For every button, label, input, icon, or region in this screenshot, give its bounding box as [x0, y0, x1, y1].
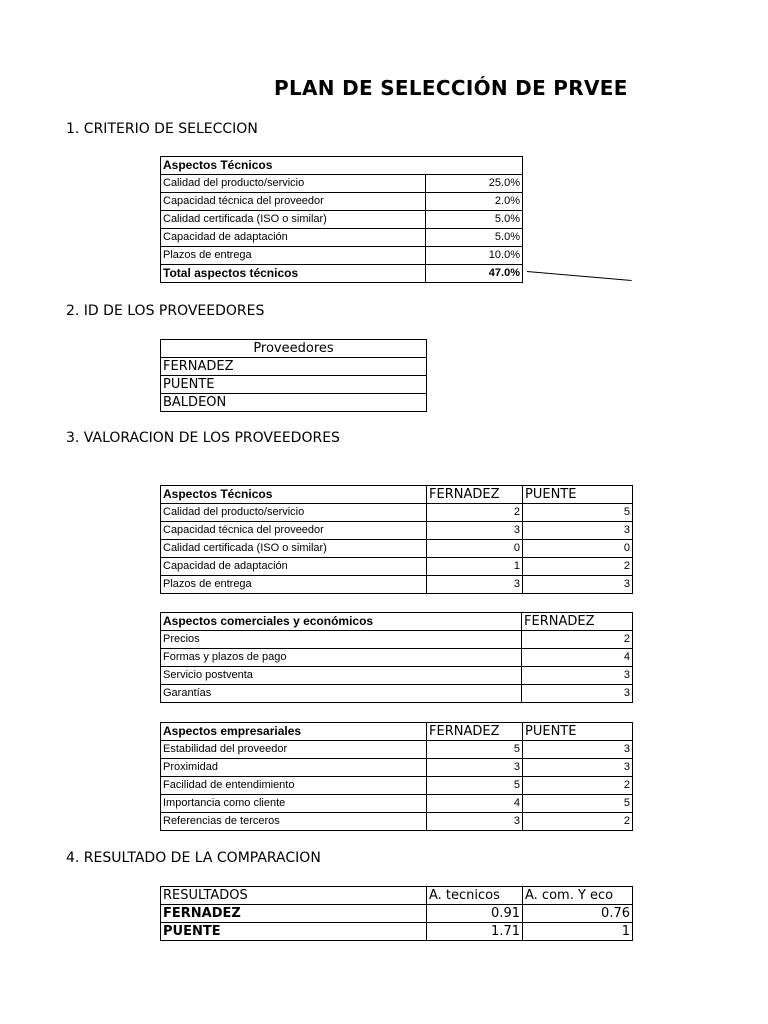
- result-tecnicos: 1.71: [427, 923, 523, 941]
- column-header-fernadez: FERNADEZ: [427, 486, 523, 504]
- table-row: [161, 759, 633, 777]
- score-fernadez: 5: [427, 777, 523, 795]
- criterio-label: Capacidad técnica del proveedor: [161, 193, 426, 211]
- criterio-total-value: 47.0%: [426, 265, 523, 283]
- row-label: Precios: [161, 631, 522, 649]
- result-provider: FERNADEZ: [161, 905, 427, 923]
- score-puente: 2: [523, 777, 633, 795]
- score-puente: 2: [523, 558, 633, 576]
- score-puente: 3: [523, 522, 633, 540]
- score-fernadez: 1: [427, 558, 523, 576]
- resultados-table: [160, 886, 633, 941]
- row-label: Calidad certificada (ISO o similar): [161, 540, 427, 558]
- criterio-value: 5.0%: [426, 211, 523, 229]
- valoracion-tecnica-header: Aspectos Técnicos: [161, 486, 427, 504]
- criterio-value: 2.0%: [426, 193, 523, 211]
- criterio-value: 10.0%: [426, 247, 523, 265]
- table-row: [161, 905, 633, 923]
- row-label: Formas y plazos de pago: [161, 649, 522, 667]
- total-row: [161, 265, 523, 283]
- table-row: [161, 741, 633, 759]
- result-com-eco: 1: [523, 923, 633, 941]
- table-row: [161, 540, 633, 558]
- criterio-label: Calidad certificada (ISO o similar): [161, 211, 426, 229]
- score-fernadez: 4: [522, 649, 633, 667]
- proveedor-name: BALDEON: [161, 394, 427, 412]
- score-fernadez: 3: [522, 685, 633, 703]
- table-row: [161, 667, 633, 685]
- valoracion-comercial-header: Aspectos comerciales y económicos: [161, 613, 522, 631]
- criterio-value: 5.0%: [426, 229, 523, 247]
- table-row: [161, 685, 633, 703]
- score-fernadez: 3: [522, 667, 633, 685]
- criterio-label: Calidad del producto/servicio: [161, 175, 426, 193]
- table-row: [161, 795, 633, 813]
- criterio-header: Aspectos Técnicos: [161, 157, 523, 175]
- table-row: [161, 229, 523, 247]
- column-header-a-tecnicos: A. tecnicos: [427, 887, 523, 905]
- result-provider: PUENTE: [161, 923, 427, 941]
- table-row: [161, 558, 633, 576]
- table-row: [161, 923, 633, 941]
- criterio-total-label: Total aspectos técnicos: [161, 265, 426, 283]
- score-fernadez: 3: [427, 759, 523, 777]
- table-row: [161, 175, 523, 193]
- proveedor-name: FERNADEZ: [161, 358, 427, 376]
- list-item: [161, 358, 427, 376]
- row-label: Capacidad de adaptación: [161, 558, 427, 576]
- score-fernadez: 0: [427, 540, 523, 558]
- row-label: Garantías: [161, 685, 522, 703]
- proveedor-name: PUENTE: [161, 376, 427, 394]
- table-row: [161, 649, 633, 667]
- score-fernadez: 3: [427, 522, 523, 540]
- table-row: [161, 631, 633, 649]
- column-header-puente: PUENTE: [523, 486, 633, 504]
- row-label: Estabilidad del proveedor: [161, 741, 427, 759]
- score-fernadez: 2: [522, 631, 633, 649]
- column-header-puente: PUENTE: [523, 723, 633, 741]
- row-label: Plazos de entrega: [161, 576, 427, 594]
- score-puente: 3: [523, 576, 633, 594]
- section-heading-proveedores: 2. ID DE LOS PROVEEDORES: [66, 303, 265, 319]
- score-fernadez: 3: [427, 813, 523, 831]
- connector-line: [527, 271, 632, 281]
- result-com-eco: 0.76: [523, 905, 633, 923]
- score-puente: 3: [523, 741, 633, 759]
- row-label: Capacidad técnica del proveedor: [161, 522, 427, 540]
- table-row: [161, 813, 633, 831]
- table-row: [161, 193, 523, 211]
- table-row: [161, 576, 633, 594]
- criterio-label: Capacidad de adaptación: [161, 229, 426, 247]
- row-label: Proximidad: [161, 759, 427, 777]
- column-header-fernadez: FERNADEZ: [522, 613, 633, 631]
- resultados-header: RESULTADOS: [161, 887, 427, 905]
- score-puente: 3: [523, 759, 633, 777]
- section-heading-criterio: 1. CRITERIO DE SELECCION: [66, 121, 258, 137]
- criterio-table: [160, 156, 523, 283]
- table-row: [161, 777, 633, 795]
- table-row: [161, 504, 633, 522]
- row-label: Importancia como cliente: [161, 795, 427, 813]
- proveedores-table: [160, 339, 427, 412]
- list-item: [161, 376, 427, 394]
- row-label: Facilidad de entendimiento: [161, 777, 427, 795]
- list-item: [161, 394, 427, 412]
- table-row: [161, 247, 523, 265]
- valoracion-empresarial-table: [160, 722, 633, 831]
- criterio-label: Plazos de entrega: [161, 247, 426, 265]
- score-puente: 5: [523, 504, 633, 522]
- valoracion-comercial-table: [160, 612, 633, 703]
- score-fernadez: 2: [427, 504, 523, 522]
- row-label: Referencias de terceros: [161, 813, 427, 831]
- column-header-fernadez: FERNADEZ: [427, 723, 523, 741]
- column-header-a-com-eco: A. com. Y eco: [523, 887, 633, 905]
- valoracion-tecnica-table: [160, 485, 633, 594]
- valoracion-empresarial-header: Aspectos empresariales: [161, 723, 427, 741]
- page-title: PLAN DE SELECCIÓN DE PRVEE: [274, 76, 628, 100]
- score-puente: 5: [523, 795, 633, 813]
- section-heading-resultado: 4. RESULTADO DE LA COMPARACION: [66, 850, 321, 866]
- result-tecnicos: 0.91: [427, 905, 523, 923]
- score-fernadez: 5: [427, 741, 523, 759]
- table-row: [161, 522, 633, 540]
- section-heading-valoracion: 3. VALORACION DE LOS PROVEEDORES: [66, 430, 340, 446]
- score-puente: 2: [523, 813, 633, 831]
- table-row: [161, 211, 523, 229]
- score-fernadez: 3: [427, 576, 523, 594]
- criterio-value: 25.0%: [426, 175, 523, 193]
- proveedores-header: Proveedores: [161, 340, 427, 358]
- score-puente: 0: [523, 540, 633, 558]
- row-label: Calidad del producto/servicio: [161, 504, 427, 522]
- row-label: Servicio postventa: [161, 667, 522, 685]
- score-fernadez: 4: [427, 795, 523, 813]
